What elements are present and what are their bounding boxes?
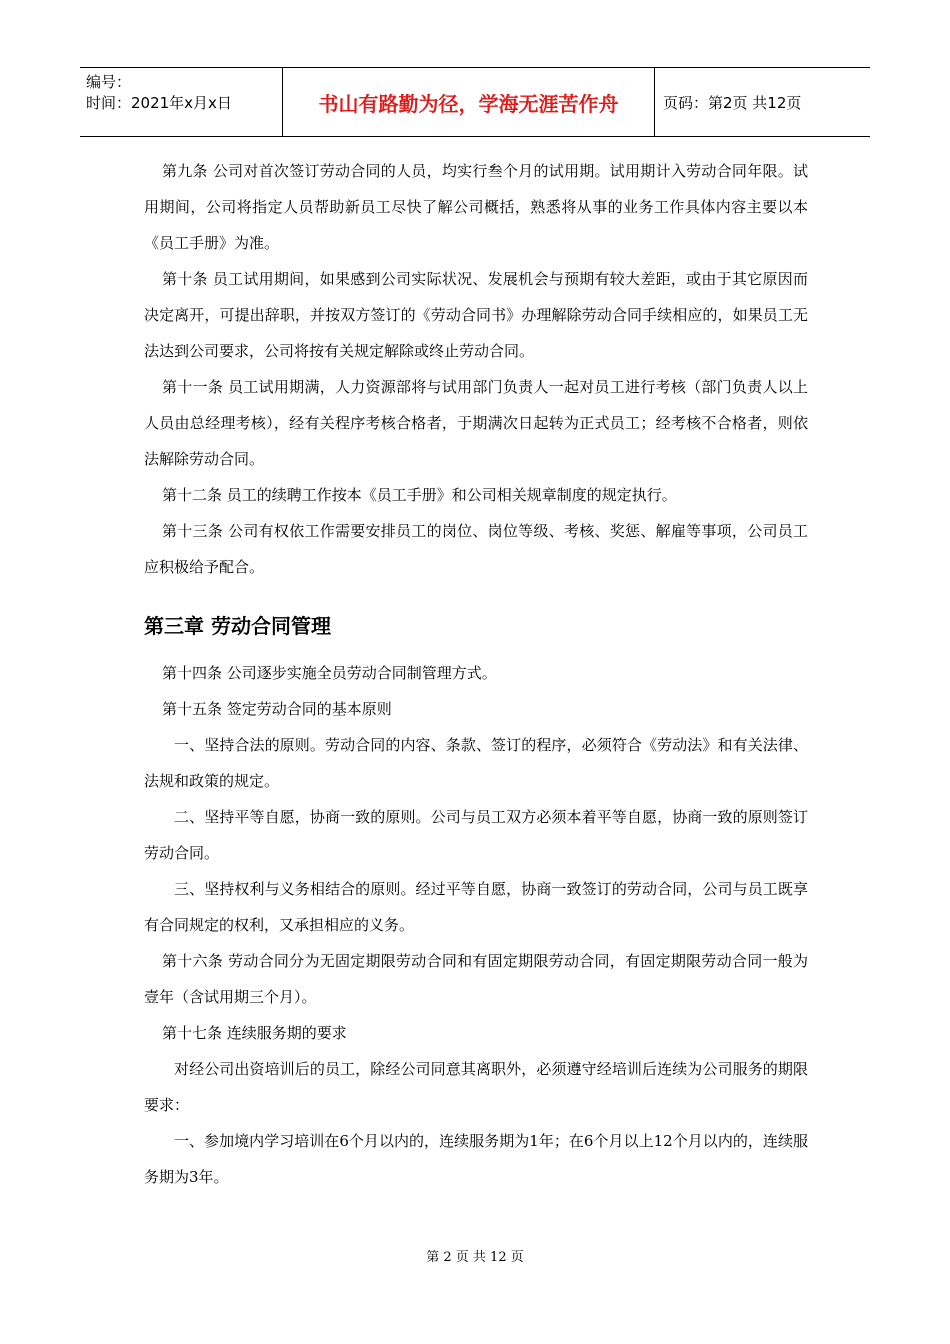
- article-16: 第十六条 劳动合同分为无固定期限劳动合同和有固定期限劳动合同，有固定期限劳动合同一般为壹年（含试用期三个月）。: [144, 952, 808, 1006]
- document-number: 编号：: [86, 73, 132, 91]
- header-motto: 书山有路勤为径，学海无涯苦作舟: [282, 68, 655, 136]
- principle-1: 一、坚持合法的原则。劳动合同的内容、条款、签订的程序，必须符合《劳动法》和有关法律、法规和政策的规定。: [144, 736, 808, 790]
- principle-3: 三、坚持权利与义务相结合的原则。经过平等自愿，协商一致签订的劳动合同，公司与员工既享有合同规定的权利，又承担相应的义务。: [144, 880, 808, 934]
- page-footer: 第 2 页 共 12 页: [426, 1250, 524, 1265]
- document-time: 时间：2021年x月x日: [86, 94, 232, 112]
- article-14: 第十四条 公司逐步实施全员劳动合同制管理方式。: [162, 664, 497, 682]
- principle-2: 二、坚持平等自愿，协商一致的原则。公司与员工双方必须本着平等自愿，协商一致的原则签订劳动合同。: [144, 808, 808, 862]
- header-meta: [80, 68, 282, 136]
- article-17: 第十七条 连续服务期的要求: [162, 1024, 347, 1042]
- article-11: 第十一条 员工试用期满，人力资源部将与试用部门负责人一起对员工进行考核（部门负责人以上人员由总经理考核），经有关程序考核合格者，于期满次日起转为正式员工；经考核不合格者，则依法解除劳动合同。: [144, 378, 808, 468]
- header-page-info: 页码：第2页 共12页: [663, 93, 802, 112]
- article-13: 第十三条 公司有权依工作需要安排员工的岗位、岗位等级、考核、奖惩、解雇等事项，公司员工应积极给予配合。: [144, 522, 808, 576]
- page-header: [80, 67, 870, 137]
- article-15: 第十五条 签定劳动合同的基本原则: [162, 700, 392, 718]
- article-10: 第十条 员工试用期间，如果感到公司实际状况、发展机会与预期有较大差距，或由于其它原因而决定离开，可提出辞职，并按双方签订的《劳动合同书》办理解除劳动合同手续相应的，如果员工无法达到公司要求，公司将按有关规定解除或终止劳动合同。: [144, 270, 808, 360]
- service-requirement: 对经公司出资培训后的员工，除经公司同意其离职外，必须遵守经培训后连续为公司服务的期限要求：: [144, 1060, 808, 1114]
- chapter-title: 第三章 劳动合同管理: [144, 614, 331, 638]
- article-12: 第十二条 员工的续聘工作按本《员工手册》和公司相关规章制度的规定执行。: [162, 486, 677, 504]
- article-9: 第九条 公司对首次签订劳动合同的人员，均实行叁个月的试用期。试用期计入劳动合同年限。试用期间，公司将指定人员帮助新员工尽快了解公司概括，熟悉将从事的业务工作具体内容主要以本《员工手册》为准。: [144, 162, 808, 252]
- document-body: [144, 153, 808, 1195]
- service-item-1: 一、参加境内学习培训在6个月以内的，连续服务期为1年；在6个月以上12个月以内的，连续服务期为3年。: [144, 1132, 808, 1186]
